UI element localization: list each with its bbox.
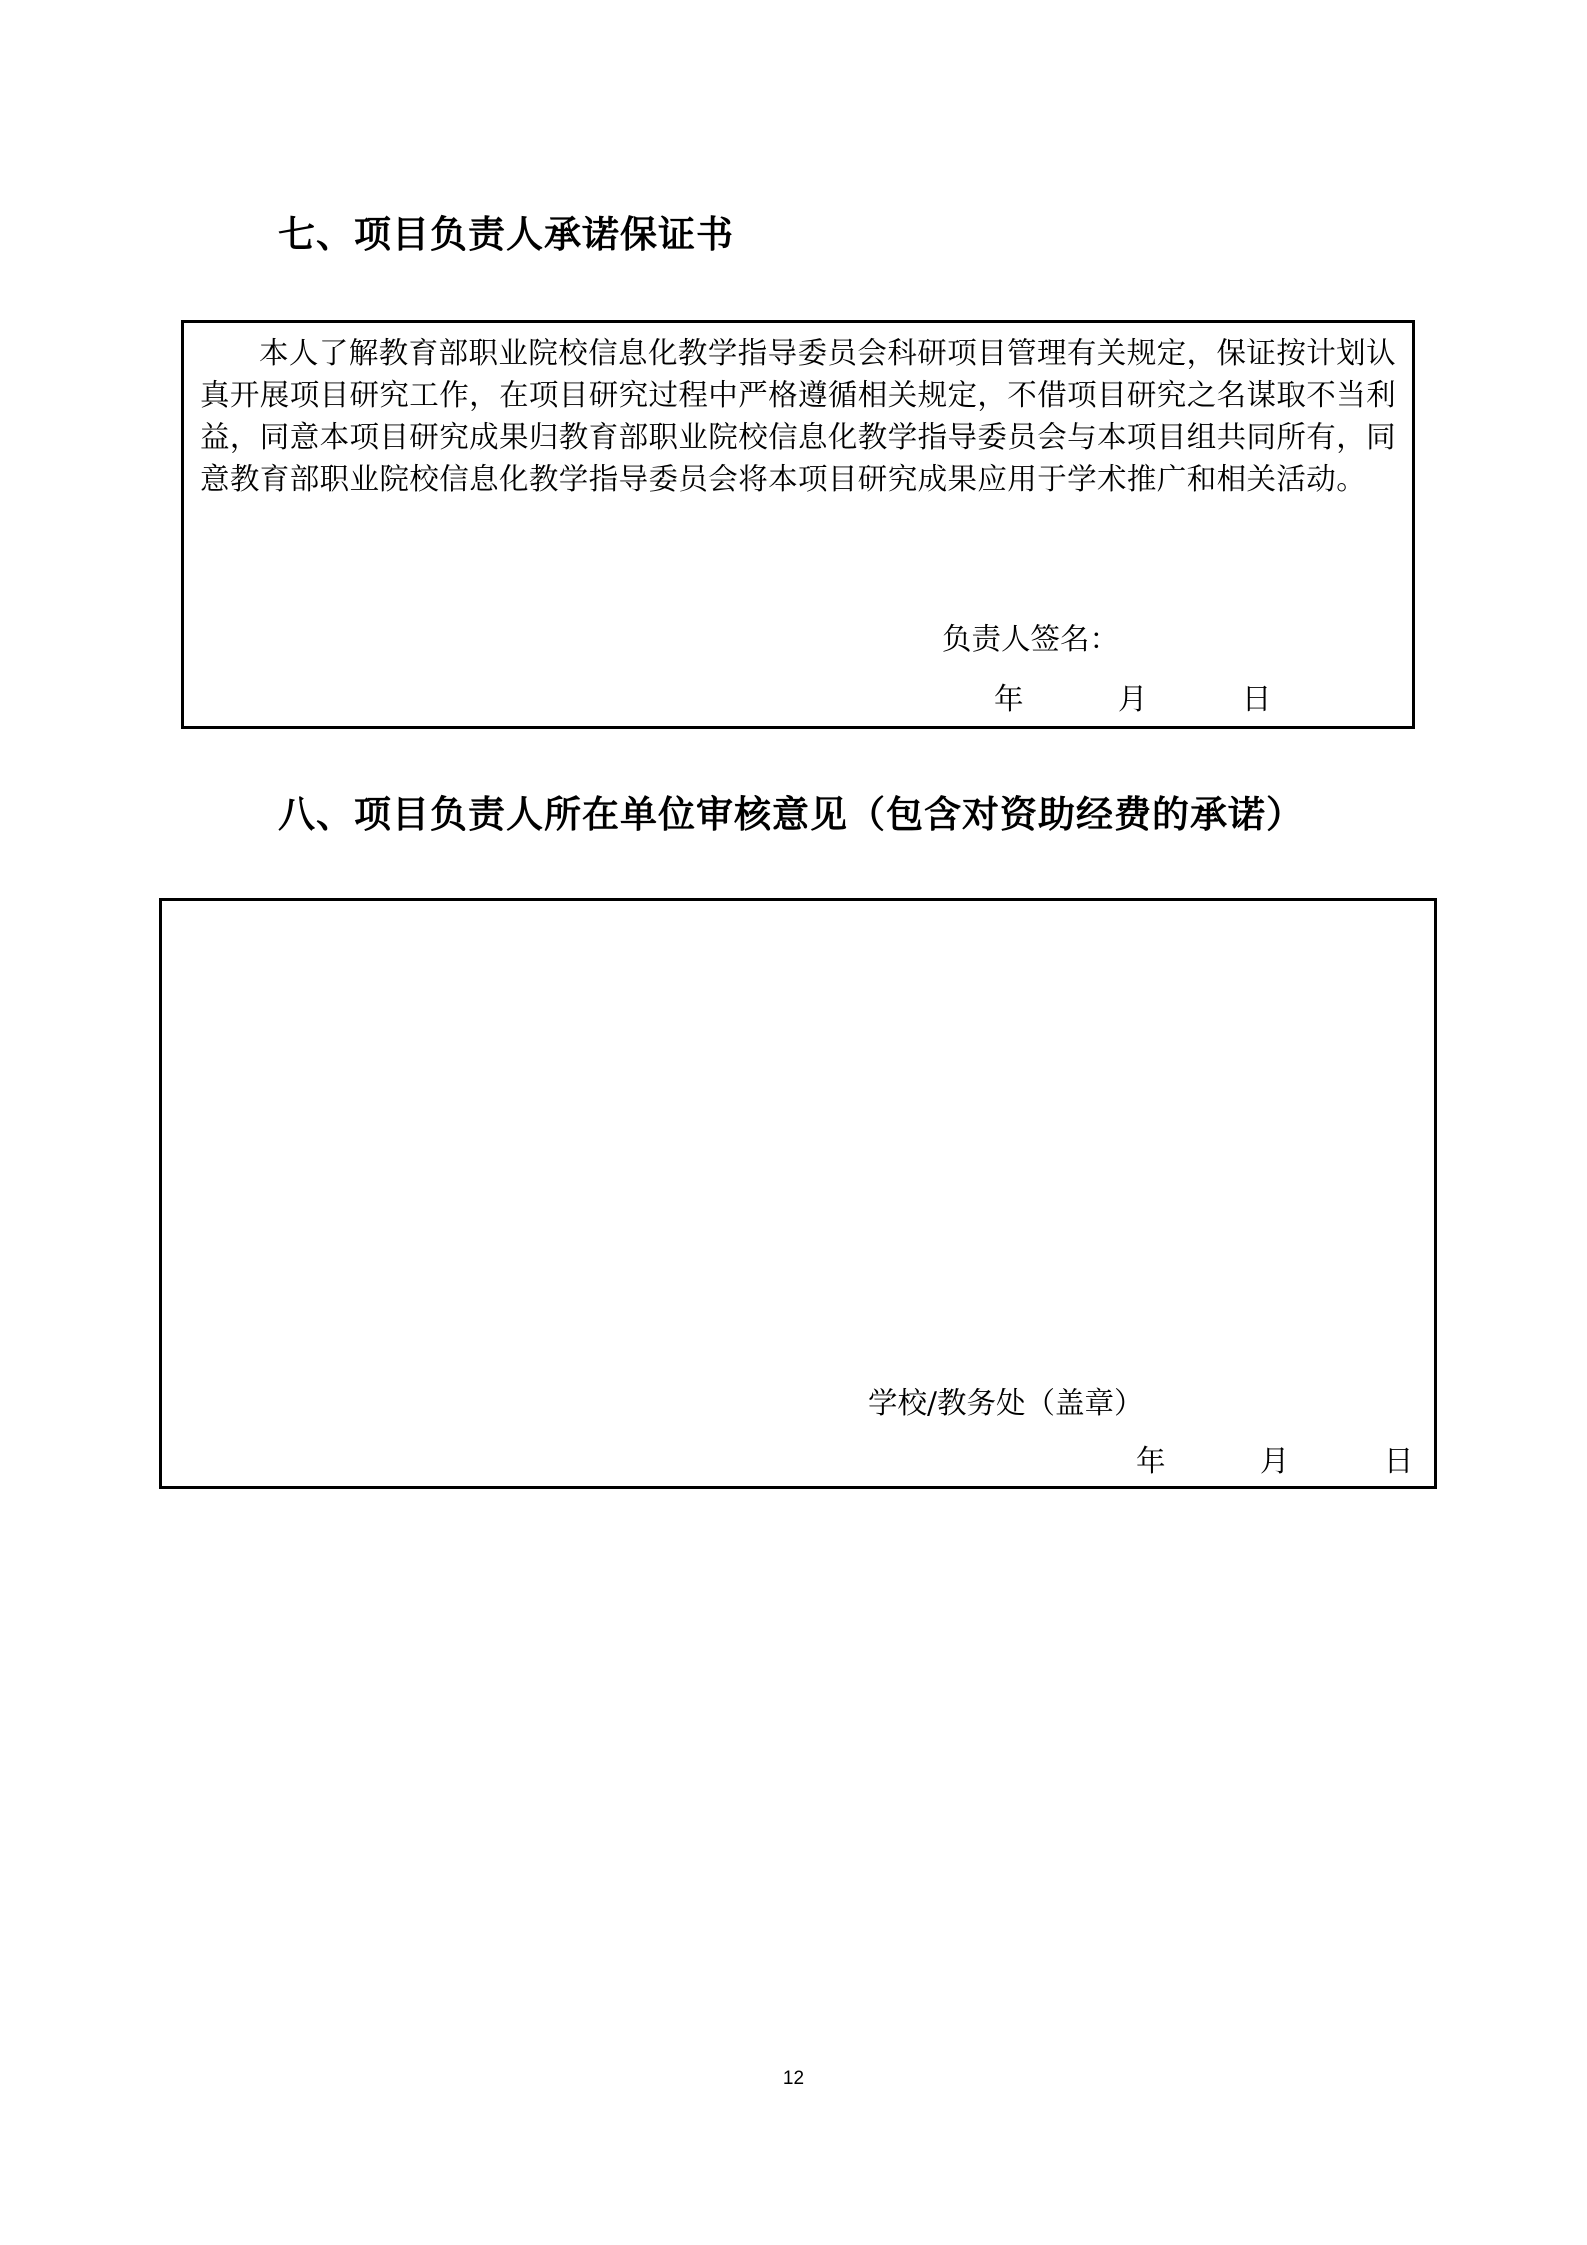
school-seal-label: 学校/教务处（盖章） — [868, 1386, 1144, 1420]
date-day-label: 日 — [1241, 682, 1272, 716]
pledge-date-line — [994, 682, 1272, 716]
pledge-text: 本人了解教育部职业院校信息化教学指导委员会科研项目管理有关规定，保证按计划认真开展项目研究工作，在项目研究过程中严格遵循相关规定，不借项目研究之名谋取不当利益，同意本项目研究成果归教育部职业院校信息化教学指导委员会与本项目组共同所有，同意教育部职业院校信息化教学指导委员会将本项目研究成果应用于学术推广和相关活动。 — [200, 336, 1397, 496]
date-month-label: 月 — [1117, 682, 1148, 716]
date-year-label: 年 — [994, 682, 1024, 716]
date-day-label: 日 — [1383, 1444, 1414, 1478]
page-number: 12 — [782, 2068, 805, 2089]
date-month-label: 月 — [1259, 1444, 1290, 1478]
pledge-box — [181, 320, 1415, 729]
unit-review-box — [159, 898, 1437, 1489]
section-8-heading: 八、项目负责人所在单位审核意见（包含对资助经费的承诺） — [278, 793, 1304, 836]
review-date-line — [1136, 1444, 1414, 1478]
section-7-heading: 七、项目负责人承诺保证书 — [278, 213, 734, 256]
signer-signature-label: 负责人签名： — [942, 622, 1120, 656]
date-year-label: 年 — [1136, 1444, 1166, 1478]
